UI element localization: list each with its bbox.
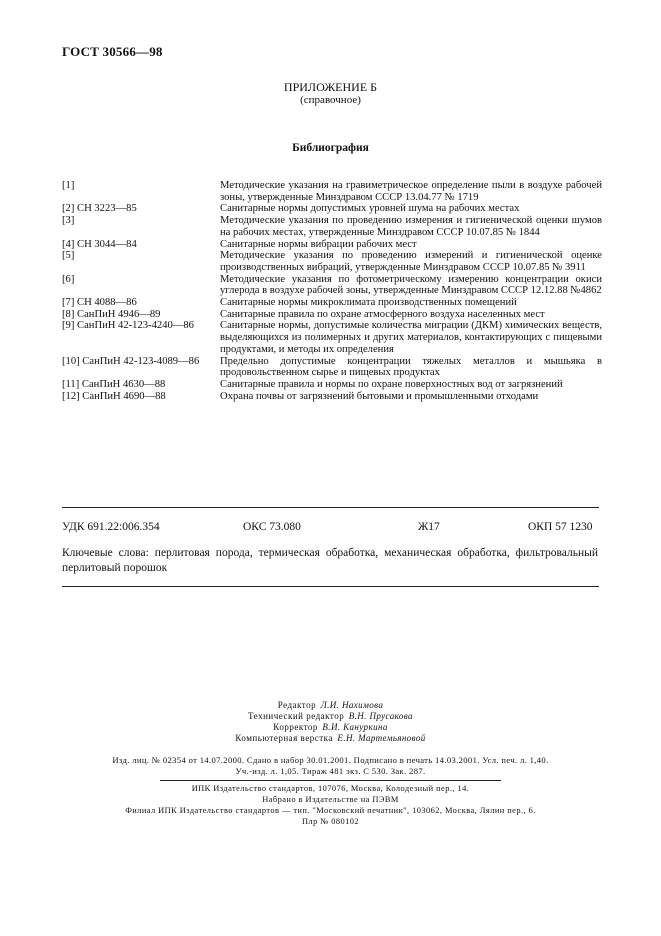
credit-name: В.И. Кануркина — [322, 722, 388, 732]
credit-name: Л.И. Нахимова — [320, 700, 384, 710]
entry-text: Санитарные правила по охране атмосферного воздуха населенных мест — [220, 308, 545, 320]
bibliography-entry-1 — [62, 180, 602, 203]
credit-layout — [0, 733, 661, 745]
okp-code: ОКП 57 1230 — [528, 521, 593, 533]
credit-name: В.Н. Прусакова — [348, 711, 413, 721]
bibliography-heading: Библиография — [292, 142, 369, 154]
credit-role: Компьютерная верстка — [235, 733, 333, 743]
credit-name: Е.Н. Мартемьяновой — [337, 733, 426, 743]
credit-role: Корректор — [273, 722, 318, 732]
entry-text: Санитарные нормы, допустимые количества миграции (ДКМ) химических веществ, выделяющихся из полимерных и других материалов, контактирующих с пищевыми продуктами, и методы их определения — [220, 320, 602, 355]
entry-reference: [4] СН 3044—84 — [62, 238, 137, 250]
udk-code: УДК 691.22:006.354 — [62, 521, 160, 533]
bibliography-entry-2 — [62, 203, 602, 215]
imprint-line-1: Изд. лиц. № 02354 от 14.07.2000. Сдано в набор 30.01.2001. Подписано в печать 14.03.2001. Усл. печ. л. 1,40. — [112, 755, 549, 765]
credit-proofreader — [0, 722, 661, 734]
entry-text: Санитарные нормы допустимых уровней шума на рабочих местах — [220, 203, 520, 215]
entry-text: Методические указания по проведению измерения и гигиенической оценки шумов на рабочих местах, утвержденные Минздравом СССР 10.07.85 № 1844 — [220, 215, 602, 238]
bibliography-entry-4 — [62, 239, 602, 251]
entry-reference: [12] СанПиН 4690—88 — [62, 390, 166, 402]
entry-text: Методические указания на гравиметрическое определение пыли в воздухе рабочей зоны, утвержденные Минздравом СССР 13.04.77 № 1719 — [220, 180, 602, 203]
entry-text: Методические указания по проведению измерений и гигиенической оценке производственных вибраций, утвержденные Минздравом СССР 10.07.85 № 3911 — [220, 250, 602, 273]
entry-text: Охрана почвы от загрязнений бытовыми и промышленными отходами — [220, 390, 539, 402]
publisher-line-3: Филиал ИПК Издательство стандартов — тип. "Московский печатник", 103062, Москва, Лялин пер., 6. — [125, 806, 536, 815]
bibliography-entry-6 — [62, 274, 602, 297]
bibliography-list — [62, 180, 602, 402]
entry-reference: [1] — [62, 180, 75, 191]
entry-reference: [6] — [62, 273, 75, 285]
document-code: ГОСТ 30566—98 — [62, 44, 163, 59]
bibliography-entry-9 — [62, 320, 602, 355]
bibliography-entry-7 — [62, 297, 602, 309]
entry-reference: [7] СН 4088—86 — [62, 297, 137, 309]
entry-text: Санитарные правила и нормы по охране поверхностных вод от загрязнений — [220, 378, 563, 390]
top-divider — [62, 507, 599, 508]
publisher-line-2: Набрано в Издательстве на ПЭВМ — [262, 795, 399, 804]
credit-editor — [0, 700, 661, 712]
appendix-title: ПРИЛОЖЕНИЕ Б — [283, 80, 378, 94]
appendix-subtitle: (справочное) — [300, 94, 361, 106]
credit-role: Технический редактор — [248, 711, 345, 721]
entry-text: Предельно допустимые концентрации тяжелых металлов и мышьяка в продовольственном сырье и пищевых продуктах — [220, 355, 602, 379]
keywords: Ключевые слова: перлитовая порода, термическая обработка, механическая обработка, фильтровальный перлитовый порошок — [62, 547, 598, 574]
publisher-line-4: Плр № 080102 — [301, 817, 360, 826]
oks-code: ОКС 73.080 — [243, 521, 301, 533]
entry-reference: [11] СанПиН 4630—88 — [62, 378, 166, 390]
publisher-line-1: ИПК Издательство стандартов, 107076, Москва, Колодезный пер., 14. — [191, 784, 470, 793]
entry-reference: [10] СанПиН 42-123-4089—86 — [62, 355, 200, 367]
entry-text: Санитарные нормы вибрации рабочих мест — [220, 238, 417, 250]
entry-text: Методические указания по фотометрическому измерению концентрации окиси углерода в воздухе рабочей зоны, утвержденные Минздравом СССР 12.12.88 №4862 — [220, 273, 602, 297]
bottom-divider — [62, 586, 599, 587]
bibliography-entry-8 — [62, 309, 602, 321]
imprint-divider — [160, 780, 501, 781]
entry-reference: [9] СанПиН 42-123-4240—86 — [62, 320, 194, 332]
bibliography-entry-10 — [62, 356, 602, 379]
imprint-line-2: Уч.-изд. л. 1,05. Тираж 481 экз. С 530. Зак. 287. — [235, 766, 426, 776]
credit-technical-editor — [0, 711, 661, 723]
classifier-code: Ж17 — [418, 521, 440, 533]
entry-reference: [2] СН 3223—85 — [62, 203, 137, 215]
bibliography-entry-12 — [62, 391, 602, 403]
bibliography-entry-5 — [62, 250, 602, 273]
bibliography-entry-11 — [62, 379, 602, 391]
entry-reference: [5] — [62, 250, 75, 262]
entry-text: Санитарные нормы микроклимата производственных помещений — [220, 297, 517, 309]
entry-reference: [8] СанПиН 4946—89 — [62, 308, 161, 320]
bibliography-entry-3 — [62, 215, 602, 238]
credit-role: Редактор — [277, 700, 317, 710]
entry-reference: [3] — [62, 215, 75, 227]
